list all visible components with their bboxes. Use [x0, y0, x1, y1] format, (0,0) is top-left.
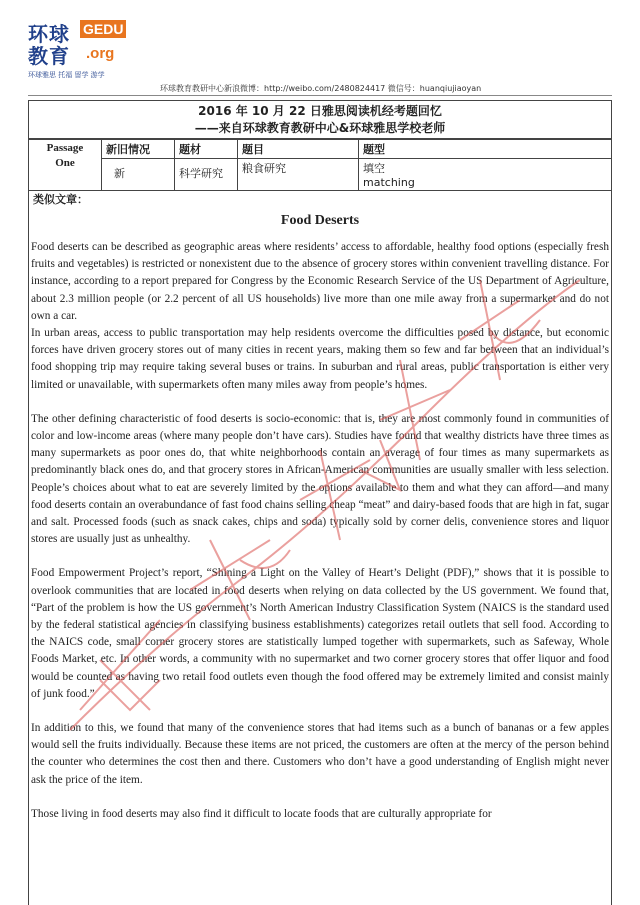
logo-en-bottom: .org	[86, 45, 115, 62]
header-divider	[28, 95, 612, 96]
header-status: 新旧情况	[102, 140, 175, 159]
page-header	[0, 0, 640, 100]
gedu-logo	[28, 18, 128, 90]
logo-en-top: GEDU	[80, 20, 126, 38]
header-title: 题目	[238, 140, 359, 159]
paragraph-3: The other defining characteristic of food deserts is socio-economic: that is, they are most commonly found in communities of color and low-income areas (where many people don’t have cars). Studies have found that wealthy districts have three times as many supermarkets as poor ones do, that white neighborhoods contain an average of four times as many supermarkets as predominantly black ones do, and that grocery stores in African-American communities are usually smaller with less selection. People’s choices about what to eat are severely limited by the options available to them and what they can afford—and many food deserts contain an overabundance of fast food chains selling cheap “meat” and dairy-based foods that are high in fat, sugar and salt. Processed foods (such as snack cakes, chips and soda) typically sold by corner delis, convenience stores and liquor stores are usually just as unhealthy.	[31, 412, 609, 546]
header-question-type: 题型	[359, 140, 612, 159]
title-line-2: ——来自环球教育教研中心&环球雅思学校老师	[194, 121, 446, 135]
passage-label: Passage One	[29, 140, 102, 191]
paragraph-2: In urban areas, access to public transportation may help residents overcome the difficulties posed by distance, but economic forces have driven grocery stores out of many cities in recent years, making them so few and far between that an individual’s food shopping trip may require taking several buses or trains. In suburban and rural areas, public transportation is either very limited or unavailable, with supermarkets often many miles away from people’s homes.	[31, 327, 609, 391]
paragraph-5: In addition to this, we found that many of the convenience stores that had items such as a bunch of bananas or a few apples would sell the fruits individually. Because these items are not priced, the customers are often at the mercy of the person behind the counter who determines the cost then and there. Customers who don’t have a good understanding of English might never ask the price of the item.	[31, 722, 609, 786]
logo-cn-bottom: 教育	[28, 44, 70, 68]
article-title: Food Deserts	[280, 213, 360, 228]
logo-slogan: 环球雅思 托福 留学 游学	[28, 71, 105, 79]
header-topic: 题材	[175, 140, 238, 159]
paragraph-6: Those living in food deserts may also find it difficult to locate foods that are culturally appropriate for	[31, 807, 492, 820]
value-topic: 科学研究	[175, 159, 238, 191]
document-title	[29, 101, 611, 139]
paragraph-4: Food Empowerment Project’s report, “Shining a Light on the Valley of Heart’s Delight (PDF),” shows that it is possible to overlook communities that are located in food deserts when relying on data collected by the US government. We found that, “Part of the problem is how the US government’s North American Industry Classification System (NAICS is the standard used by the federal statistical agencies in classifying business establishments) categorizes retail outlets that sell food. According to the NAICS code, small corner grocery stores are statistically lumped together with supermarkets, such as Safeway, Whole Foods Market, etc. In other words, a community with no supermarket and two corner grocery stores that offer liquor and food would be counted as having two retail food outlets even though the food offered may be extremely limited and consist mainly of junk food.”	[31, 567, 609, 700]
passage-info-table	[29, 139, 611, 191]
value-title: 粮食研究	[238, 159, 359, 191]
similar-article-label: 类似文章：	[33, 193, 88, 206]
contact-info: 环球教育教研中心新浪微博：http://weibo.com/2480824417 微信号：huanqiujiaoyan	[160, 84, 482, 93]
value-status: 新	[102, 159, 175, 191]
logo-cn-top: 环球	[28, 22, 70, 46]
value-question-type: 填空 matching	[359, 159, 612, 191]
title-line-1: 2016 年 10 月 22 日雅思阅读机经考题回忆	[198, 104, 442, 118]
article-body	[31, 239, 609, 840]
document-frame	[28, 100, 612, 905]
paragraph-1: Food deserts can be described as geographic areas where residents’ access to affordable, healthy food options (especially fresh fruits and vegetables) is restricted or nonexistent due to the absence of grocery stores within convenient travelling distance. For instance, according to a report prepared for Congress by the Economic Research Service of the US Department of Agriculture, about 2.3 million people (or 2.2 percent of all US households) live more than one mile away from a supermarket and do not own a car.	[31, 241, 609, 322]
